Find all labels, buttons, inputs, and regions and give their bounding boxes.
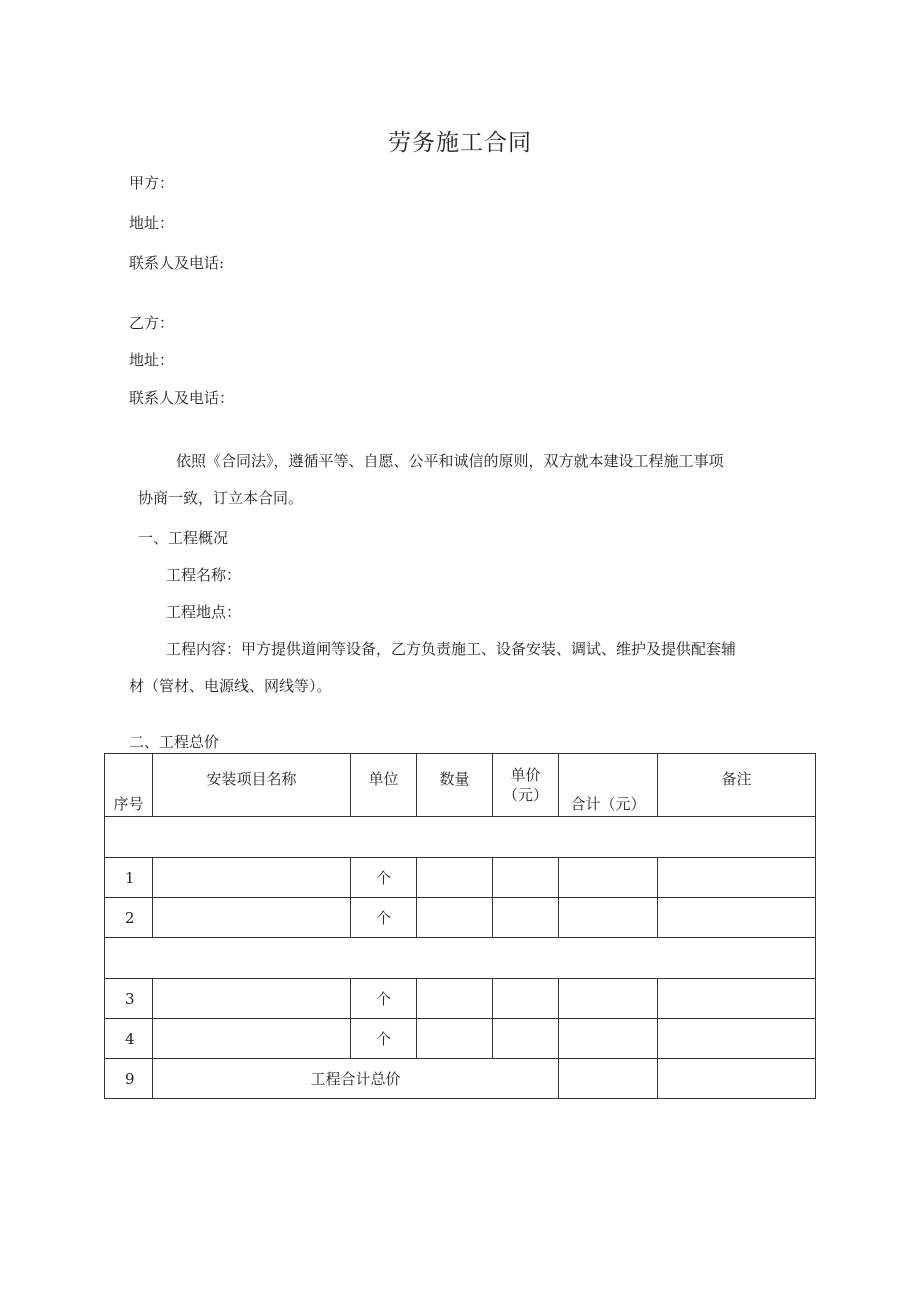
row-unit: 个 [351,858,417,898]
row-unit: 个 [351,898,417,938]
party-b-address: 地址： [129,351,175,369]
document-title: 劳务施工合同 [388,130,532,156]
row-total-cell[interactable] [559,898,658,938]
row-unit-price-cell[interactable] [493,858,559,898]
sum-note-cell[interactable] [658,1059,816,1099]
sum-total-cell[interactable] [559,1059,658,1099]
group-cell[interactable] [105,938,816,979]
sum-row-label: 工程合计总价 [153,1059,559,1099]
table-row [105,1019,816,1059]
row-quantity-cell[interactable] [417,1019,493,1059]
row-quantity-cell[interactable] [417,898,493,938]
row-item-name-cell[interactable] [153,858,351,898]
sum-row-number: 9 [105,1059,153,1099]
party-b-contact: 联系人及电话： [129,389,235,407]
price-table [104,753,816,1099]
party-a-label: 甲方： [129,174,175,192]
row-number: 4 [105,1019,153,1059]
table-group-row [105,938,816,979]
party-a-contact: 联系人及电话: [129,254,225,272]
intro-line-2: 协商一致，订立本合同。 [138,489,304,507]
table-sum-row [105,1059,816,1099]
table-header-row [105,754,816,817]
row-note-cell[interactable] [658,979,816,1019]
row-unit-price-cell[interactable] [493,1019,559,1059]
party-b-label: 乙方： [129,314,175,332]
row-note-cell[interactable] [658,1019,816,1059]
row-number: 2 [105,898,153,938]
section-2-heading: 二、工程总价 [129,733,220,751]
header-unit-price [493,754,559,817]
table-group-row [105,817,816,858]
header-quantity: 数量 [417,754,493,817]
group-cell[interactable] [105,817,816,858]
intro-line-1: 依照《合同法》，遵循平等、自愿、公平和诚信的原则，双方就本建设工程施工事项 [176,452,724,470]
row-quantity-cell[interactable] [417,858,493,898]
project-content-line-2: 材（管材、电源线、网线等）。 [129,677,332,695]
row-unit-price-cell[interactable] [493,979,559,1019]
row-unit: 个 [351,1019,417,1059]
row-total-cell[interactable] [559,979,658,1019]
project-name-label: 工程名称： [166,566,242,584]
header-unit-price-line-1: 单价 [510,766,541,784]
header-unit-price-line-2: （元） [502,786,548,804]
row-item-name-cell[interactable] [153,1019,351,1059]
row-item-name-cell[interactable] [153,898,351,938]
row-total-cell[interactable] [559,858,658,898]
row-number: 1 [105,858,153,898]
header-unit: 单位 [351,754,417,817]
row-quantity-cell[interactable] [417,979,493,1019]
row-item-name-cell[interactable] [153,979,351,1019]
row-unit: 个 [351,979,417,1019]
section-1-heading: 一、工程概况 [138,529,229,547]
header-note: 备注 [658,754,816,817]
row-note-cell[interactable] [658,858,816,898]
row-unit-price-cell[interactable] [493,898,559,938]
header-seq: 序号 [105,754,153,817]
project-site-label: 工程地点： [166,603,242,621]
party-a-address: 地址： [129,214,175,232]
row-number: 3 [105,979,153,1019]
table-row [105,979,816,1019]
row-total-cell[interactable] [559,1019,658,1059]
row-note-cell[interactable] [658,898,816,938]
header-item-name: 安装项目名称 [153,754,351,817]
table-row [105,898,816,938]
project-content-line-1: 工程内容：甲方提供道闸等设备，乙方负责施工、设备安装、调试、维护及提供配套辅 [166,640,737,658]
header-total: 合计（元） [559,754,658,817]
table-row [105,858,816,898]
